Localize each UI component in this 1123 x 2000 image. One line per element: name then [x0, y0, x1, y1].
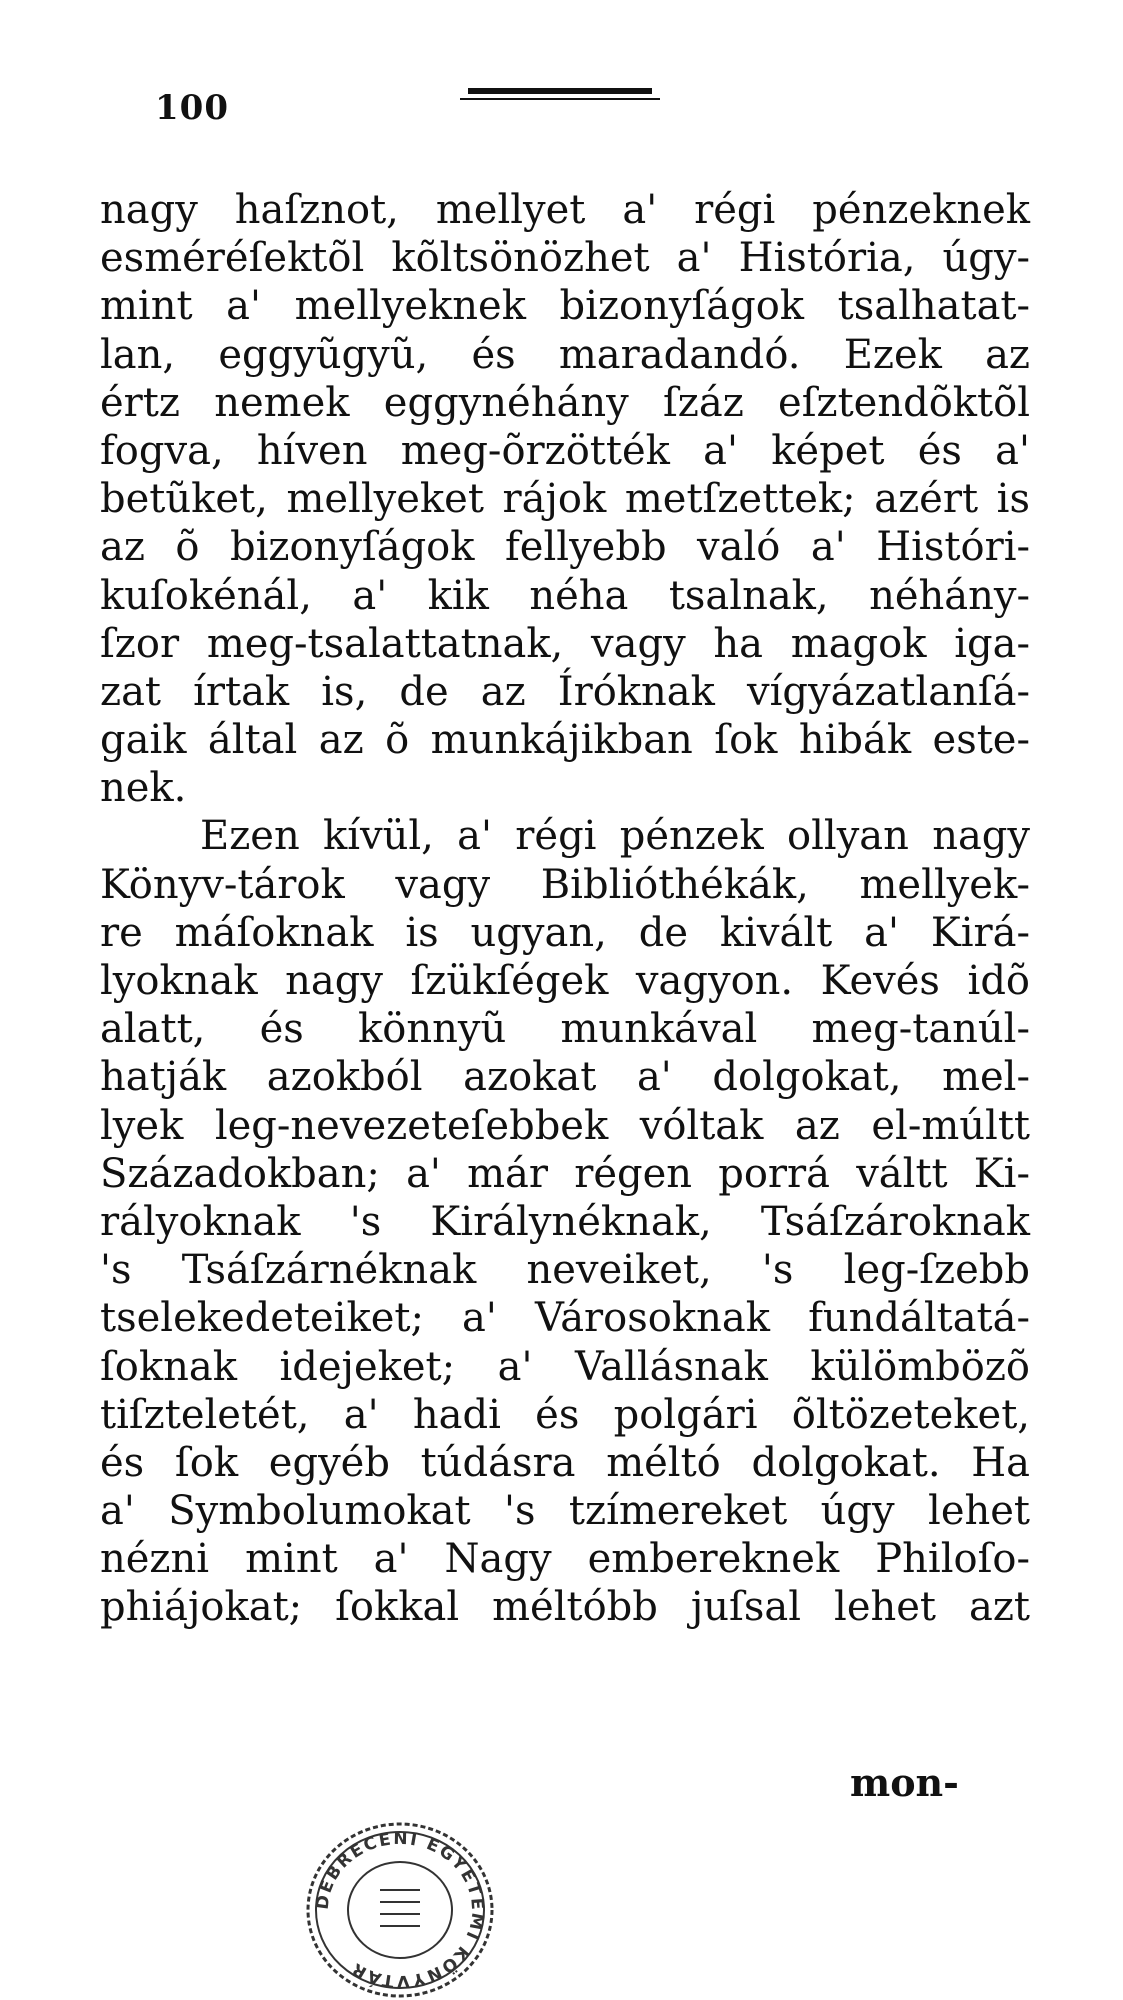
text-line: rályoknak 's Királynéknak, Tsáſzároknak: [100, 1198, 1030, 1245]
text-line: lan, eggyũgyũ, és maradandó. Ezek az: [100, 331, 1030, 378]
body-text: [100, 186, 1030, 1632]
header-rule: [460, 88, 660, 102]
catchword: mon-: [850, 1760, 959, 1805]
text-line: és ſok egyéb túdásra méltó dolgokat. Ha: [100, 1439, 1030, 1486]
text-line: betũket, mellyeket rájok metſzettek; azért is: [100, 476, 1030, 523]
text-line: ſzor meg-tsalattatnak, vagy ha magok iga-: [100, 620, 1030, 667]
text-line: értz nemek eggynéhány ſzáz eſztendõktõl: [100, 379, 1030, 426]
text-line: Századokban; a' már régen porrá váltt Ki-: [100, 1150, 1030, 1197]
text-line: lyoknak nagy ſzükſégek vagyon. Kevés idõ: [100, 958, 1030, 1004]
text-line: phiájokat; ſokkal méltóbb juſsal lehet azt: [100, 1584, 1030, 1631]
text-line: ſoknak idejeket; a' Vallásnak külömbözõ: [100, 1343, 1030, 1390]
page-number: 100: [155, 88, 229, 128]
stamp-text: DEBRECENI EGYETEMI KÖNYVTÁR: [312, 1828, 488, 1992]
text-line: gaik által az õ munkájikban ſok hibák este-: [100, 717, 1030, 764]
text-line: kuſokénál, a' kik néha tsalnak, néhány-: [100, 572, 1030, 619]
text-line: 's Tsáſzárnéknak neveiket, 's leg-ſzebb: [100, 1247, 1030, 1294]
text-line: esméréſektõl kõltsönözhet a' História, úgy-: [100, 235, 1030, 282]
text-line: fogva, híven meg-õrzötték a' képet és a': [100, 427, 1030, 474]
header-rule-thin: [460, 98, 660, 100]
text-line: a' Symbolumokat 's tzímereket úgy lehet: [100, 1488, 1030, 1535]
text-line: re máſoknak is ugyan, de kivált a' Kirá-: [100, 909, 1030, 956]
text-line: zat írtak is, de az Íróknak vígyázatlanſá-: [100, 668, 1030, 715]
text-line: lyek leg-nevezeteſebbek vóltak az el-múltt: [100, 1102, 1030, 1149]
text-line: alatt, és könnyũ munkával meg-tanúl-: [100, 1006, 1030, 1053]
text-line: tiſzteletét, a' hadi és polgári õltözeteket,: [100, 1391, 1030, 1438]
text-line: nagy haſznot, mellyet a' régi pénzeknek: [100, 187, 1030, 233]
stamp-center-icon: [380, 1890, 420, 1926]
header-rule-thick: [468, 88, 652, 94]
text-line: tselekedeteiket; a' Városoknak fundáltatá-: [100, 1295, 1030, 1342]
text-line: Könyv-tárok vagy Biblióthékák, mellyek-: [100, 861, 1030, 908]
text-line: nézni mint a' Nagy embereknek Philoſo-: [100, 1536, 1030, 1583]
text-line: mint a' mellyeknek bizonyſágok tsalhatat-: [100, 283, 1030, 330]
text-line: nek.: [100, 765, 187, 812]
library-stamp: [300, 1820, 500, 2000]
text-line: az õ bizonyſágok fellyebb való a' Históri-: [100, 524, 1030, 571]
text-line: hatják azokból azokat a' dolgokat, mel-: [100, 1054, 1030, 1101]
paragraph-first-line: Ezen kívül, a' régi pénzek ollyan nagy: [200, 813, 1030, 860]
